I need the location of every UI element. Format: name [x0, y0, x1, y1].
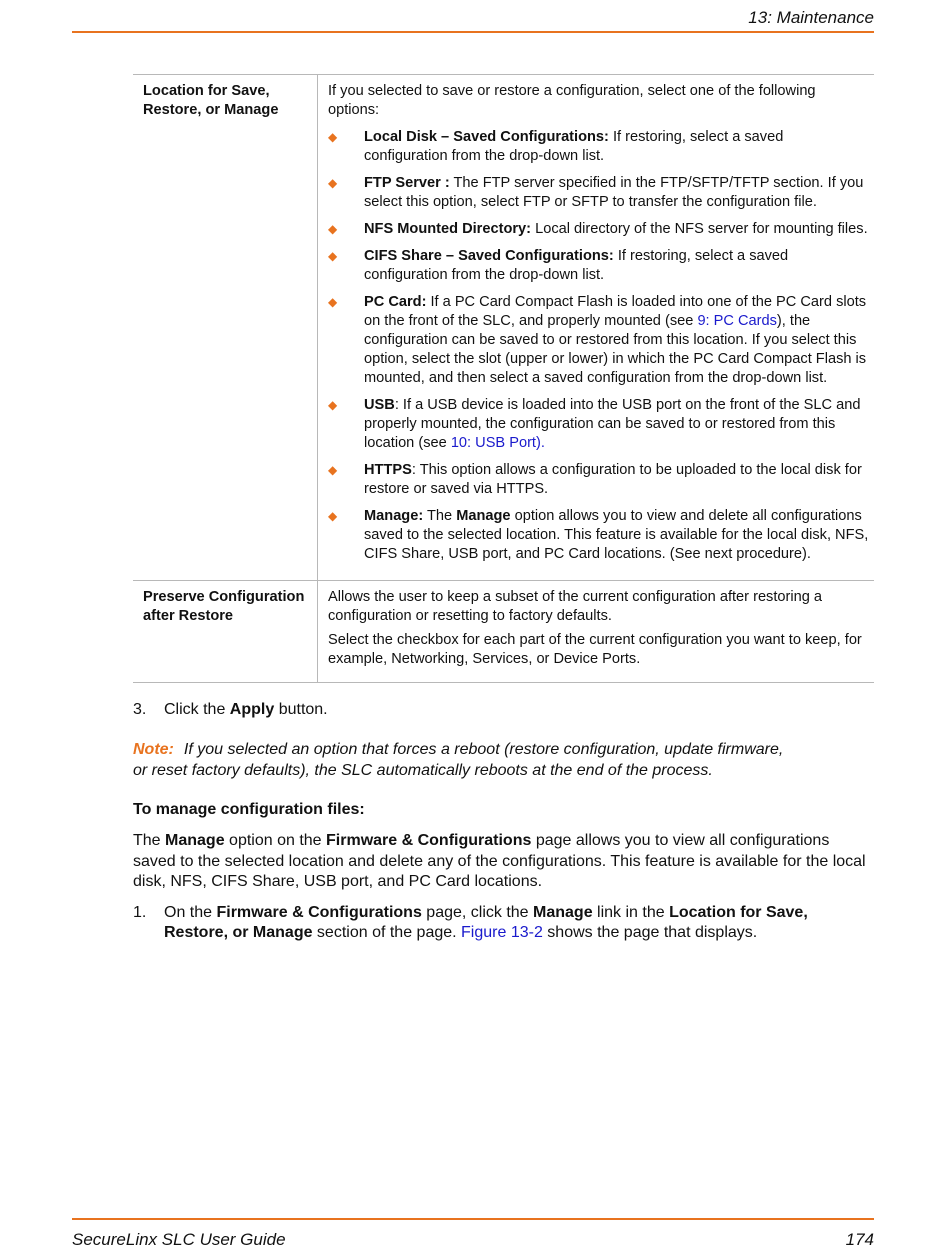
step-text: link in the: [592, 903, 670, 921]
param-description: [318, 581, 875, 683]
step-bold: Firmware & Configurations: [216, 903, 422, 921]
param-label: Preserve Configuration after Restore: [133, 581, 318, 683]
option-term: CIFS Share – Saved Configurations:: [364, 248, 614, 264]
param-label: Location for Save, Restore, or Manage: [133, 75, 318, 581]
table-row: [133, 581, 874, 683]
step-text: shows the page that displays.: [542, 924, 758, 941]
usb-port-link[interactable]: 10: USB Port).: [450, 435, 545, 451]
step-number: 1.: [133, 903, 147, 921]
header-rule: [72, 31, 874, 33]
option-text: If a PC Card Compact Flash is loaded into one of the PC Card slots on the front of the SLC, and properly mounted (see: [364, 294, 867, 329]
step-text: section of the page.: [312, 924, 462, 941]
option-text: : If a USB device is loaded into the USB port on the front of the SLC and properly mounted, the configuration can be saved to or restored from this location (see: [364, 397, 861, 451]
step-3: [133, 700, 874, 720]
list-item: [328, 293, 870, 388]
procedure-heading: To manage configuration files:: [133, 801, 365, 818]
option-term: HTTPS: [364, 462, 412, 478]
option-text: ), the configuration can be saved to or restored from this location. If you select this option, select the slot (upper or lower) in which the PC Card Compact Flash is mounted, and then select a saved configuration from the drop-down list.: [364, 313, 867, 386]
option-text: The FTP server specified in the FTP/SFTP/TFTP section. If you select this option, select FTP or SFTP to transfer the configuration file.: [364, 175, 864, 210]
list-item: [328, 220, 870, 239]
diamond-bullet-icon: ◆: [328, 509, 338, 523]
pc-cards-link[interactable]: 9: PC Cards: [697, 313, 777, 329]
description-text: Select the checkbox for each part of the current configuration you want to keep, for example, Networking, Services, or Device Ports.: [328, 632, 862, 667]
option-term: NFS Mounted Directory:: [364, 221, 532, 237]
list-item: [328, 461, 870, 499]
option-term: FTP Server :: [364, 175, 450, 191]
option-term: Local Disk – Saved Configurations:: [364, 129, 609, 145]
para-bold: Firmware & Configurations: [326, 832, 532, 849]
intro-text: If you selected to save or restore a configuration, select one of the following options:: [328, 83, 816, 118]
para-text: option on the: [224, 832, 327, 849]
list-item: [328, 174, 870, 212]
option-text: If restoring, select a saved configuration from the drop-down list.: [364, 129, 784, 164]
page-header-chapter: 13: Maintenance: [748, 8, 874, 27]
apply-term: Apply: [229, 701, 275, 718]
parameter-table: [133, 74, 874, 683]
step-text: page, click the: [421, 903, 534, 921]
option-term: Manage:: [364, 508, 424, 524]
diamond-bullet-icon: ◆: [328, 295, 338, 309]
para-bold: Manage: [165, 832, 225, 849]
option-text: option allows you to view and delete all configurations saved to the selected location. This feature is available for the local disk, NFS, CIFS Share, USB port, and PC Card locations. (See next procedure).: [364, 508, 869, 562]
para-text: page allows you to view all configurations saved to the selected location and delete any of the configurations. This feature is available for the local disk, NFS, CIFS Share, USB port, and PC Card locations.: [133, 832, 866, 890]
note-text: If you selected an option that forces a reboot (restore configuration, update firmware, or reset factory defaults), the SLC automatically reboots at the end of the process.: [133, 741, 784, 779]
step-text: button.: [274, 701, 328, 718]
option-text: Local directory of the NFS server for mounting files.: [531, 221, 868, 237]
diamond-bullet-icon: ◆: [328, 463, 338, 477]
list-item: [328, 128, 870, 166]
option-term: USB: [364, 397, 395, 413]
footer-rule: [72, 1218, 874, 1220]
option-text: The: [423, 508, 457, 524]
step-bold: Manage: [533, 903, 593, 921]
option-text: If restoring, select a saved configuration from the drop-down list.: [364, 248, 789, 283]
option-term: PC Card:: [364, 294, 427, 310]
diamond-bullet-icon: ◆: [328, 176, 338, 190]
list-item: [328, 396, 870, 453]
list-item: [328, 507, 870, 564]
page-number: 174: [845, 1230, 874, 1249]
param-description: [318, 75, 875, 581]
footer-title: SecureLinx SLC User Guide: [72, 1230, 286, 1249]
option-term-inline: Manage: [456, 508, 511, 524]
diamond-bullet-icon: ◆: [328, 249, 338, 263]
table-row: [133, 75, 874, 581]
step-number: 3.: [133, 701, 147, 718]
options-list: [328, 128, 870, 564]
step-bold: Location for Save, Restore, or Manage: [164, 903, 808, 941]
para-text: The: [133, 832, 166, 849]
diamond-bullet-icon: ◆: [328, 222, 338, 236]
note-block: [133, 740, 793, 781]
diamond-bullet-icon: ◆: [328, 130, 338, 144]
option-text: : This option allows a configuration to be uploaded to the local disk for restore or saved via HTTPS.: [364, 462, 862, 497]
figure-link[interactable]: Figure 13-2: [461, 924, 543, 941]
list-item: [328, 247, 870, 285]
note-label: Note:: [133, 741, 174, 758]
body-paragraph: [133, 831, 874, 893]
step-text: On the: [164, 903, 217, 921]
step-text: Click the: [164, 701, 230, 718]
description-text: Allows the user to keep a subset of the current configuration after restoring a configuration or resetting to factory defaults.: [328, 589, 823, 624]
page-body: [133, 74, 874, 944]
diamond-bullet-icon: ◆: [328, 398, 338, 412]
step-1: [133, 903, 874, 944]
